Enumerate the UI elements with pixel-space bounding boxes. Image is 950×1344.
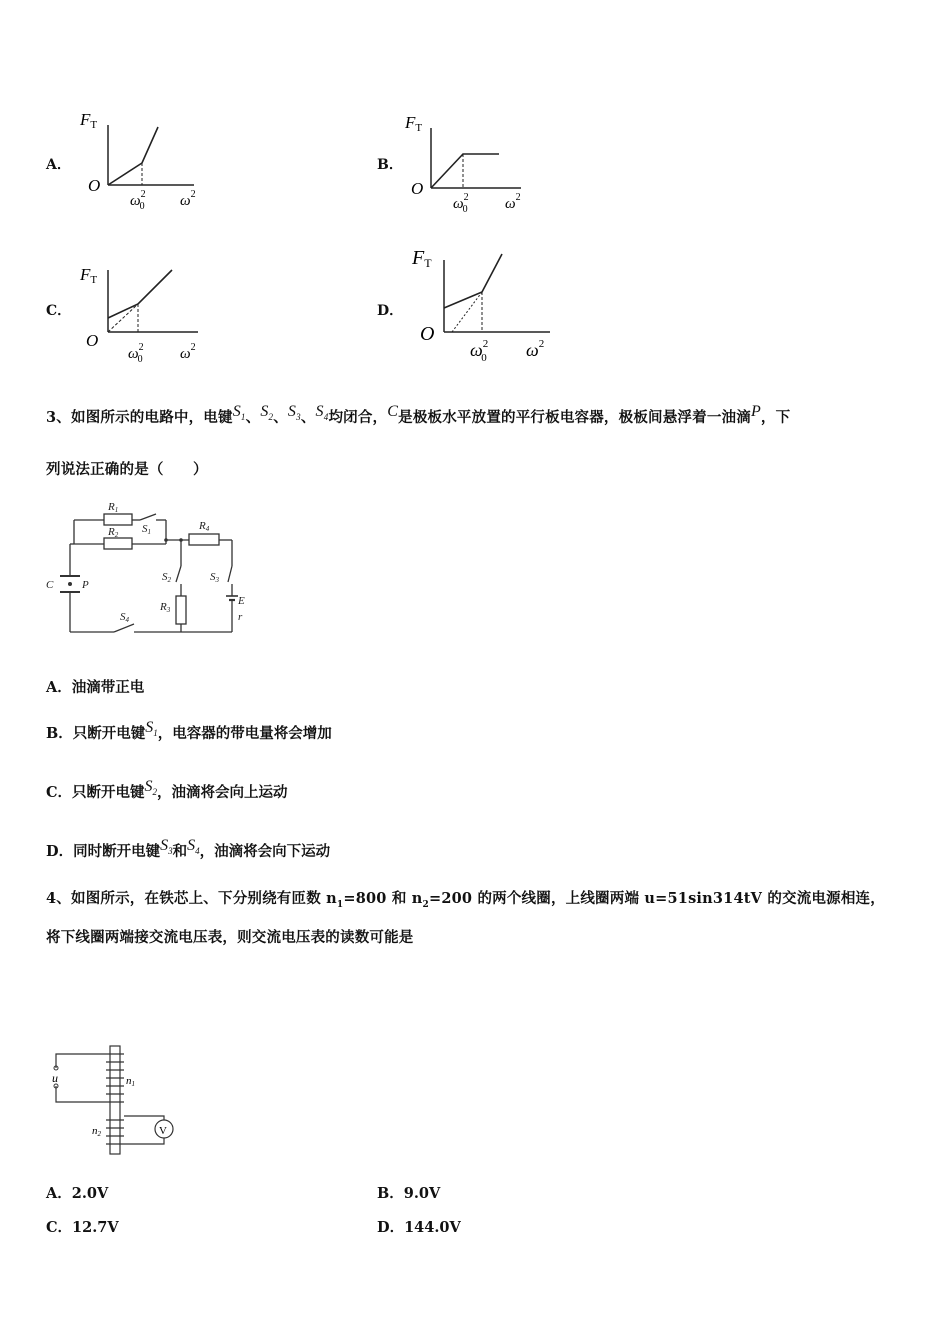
voltmeter-label: V [159,1125,167,1137]
option-b-label: B． [377,157,403,173]
omega0-label: $\omega^2$ 0 [130,189,146,212]
secondary-coil [106,1120,124,1144]
q4-stem-line1: 4、如图所示，在铁芯上、下分别绕有匝数 $n_1=800$ 和 $n_2=200$ 的两个线圈，上线圈两端 u=51sin314tV 的交流电源相连， [46,890,885,910]
primary-coil [106,1054,124,1102]
omega-label: $\omega^2$ [180,189,196,209]
oil-drop [68,582,72,586]
circuit-diagram [44,496,254,641]
s4-symbol: $S_4$ [315,403,329,423]
r2-resistor [104,538,132,549]
c-symbol: C [387,403,399,420]
u-label: u [52,1071,58,1085]
omega-label: $\omega^2$ [505,192,521,212]
origin-label: O [86,331,99,350]
c-label: C [46,579,54,591]
f-label: FT [80,265,98,286]
r1-resistor [104,514,132,525]
f-label: FT [412,247,432,270]
wire [124,1138,164,1144]
s2-switch [176,566,181,582]
q4-stem-line2: 将下线圈两端接交流电压表，则交流电压表的读数可能是 [46,929,414,946]
s2-symbol: $S_2$ [260,403,274,423]
e-label: E [238,595,245,607]
s3-label: S3 [210,571,219,584]
s4-label: S4 [120,611,129,624]
r2-label: R2 [108,526,119,539]
junction-dot [164,538,168,542]
origin-label: O [88,176,101,195]
graph-b [403,108,533,218]
r4-label: R4 [199,520,210,533]
s1-symbol: $S_1$ [232,403,246,423]
origin-label: O [420,323,435,345]
q3-stem-line2: 列说法正确的是（ ） [46,461,208,478]
curve [431,154,499,188]
omega0-label: $\omega^2$ 0 [470,338,489,364]
wire [56,1054,106,1068]
omega0-label: $\omega^2$ 0 [453,192,469,215]
q3-stem-line1: 3、如图所示的电路中，电键$S_1$、$S_2$、$S_3$、$S_4$均闭合，C是极板水平放置的平行板电容器，极板间悬浮着一油滴P，下 [46,403,791,426]
r3-label: R3 [160,601,171,614]
junction-dot [179,538,183,542]
option-a-label: A． [46,157,71,173]
wire [56,1086,106,1102]
origin-label: O [411,179,424,198]
s3-switch [228,566,232,582]
graph-c [78,260,208,372]
curve [108,270,172,318]
omega-label: $\omega^2$ [180,342,196,362]
curve [108,127,158,185]
n2-label: n2 [92,1125,101,1138]
s2-label: S2 [162,571,171,584]
curve [444,254,502,308]
p-label: P [82,579,89,591]
transformer-figure [48,1040,188,1160]
q4-option-c: C．12.7V [46,1219,119,1236]
s3-symbol: $S_3$ [287,403,301,423]
r3-resistor [176,596,186,624]
graph-a [76,105,206,215]
q4-option-d: D．144.0V [377,1219,461,1236]
q3-option-c: C．只断开电键$S_2$，油滴将会向上运动 [46,778,288,801]
f-label: FT [405,113,423,134]
q3-option-b: B．只断开电键$S_1$，电容器的带电量将会增加 [46,719,332,742]
r-internal-label: r [238,611,243,623]
p-symbol: P [750,403,761,420]
option-c-label: C． [46,303,72,319]
r1-label: R1 [108,501,119,514]
graph-d [408,242,558,367]
f-label: FT [80,110,98,131]
wire [124,1116,164,1120]
q3-option-a: A．油滴带正电 [46,679,145,696]
omega0-label: $\omega^2$ 0 [128,342,144,365]
s4-switch [114,624,134,632]
s1-label: S1 [142,523,151,536]
s1-switch [140,514,156,520]
n1-label: n1 [126,1075,135,1088]
dashed-origin-line [108,304,138,332]
q4-option-b: B．9.0V [377,1185,441,1202]
r4-resistor [189,534,219,545]
q4-option-a: A．2.0V [46,1185,109,1202]
omega-label: $\omega^2$ [526,338,545,360]
option-d-label: D． [377,303,404,319]
q3-option-d: D．同时断开电键$S_3$和$S_4$，油滴将会向下运动 [46,837,331,860]
